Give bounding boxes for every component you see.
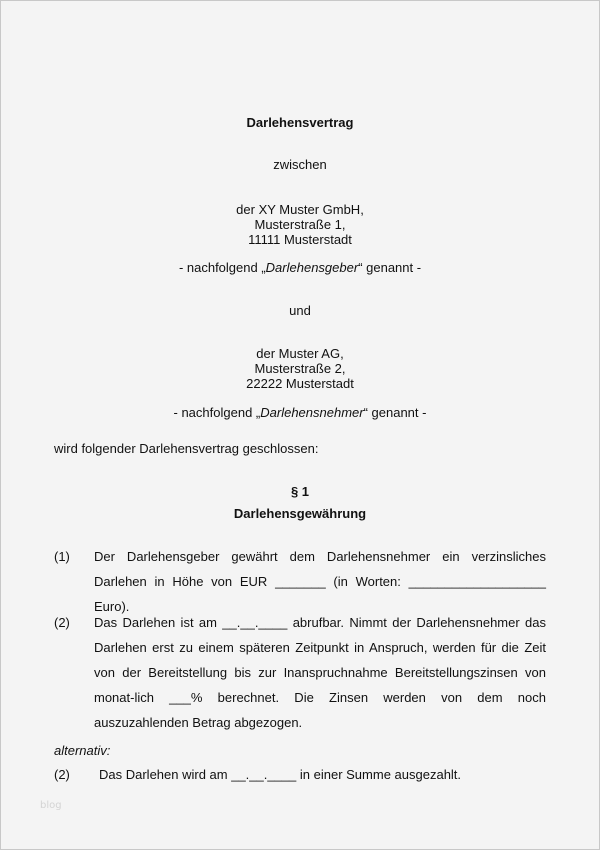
- alternative-number: (2): [54, 767, 70, 782]
- borrower-role-name: Darlehensnehmer: [260, 405, 364, 420]
- document-title: Darlehensvertrag: [246, 115, 354, 130]
- lender-role-prefix: - nachfolgend „: [178, 260, 266, 275]
- paragraph-1-number: (1): [54, 549, 70, 564]
- between-label: zwischen: [273, 157, 327, 172]
- alternative-label: alternativ:: [54, 743, 111, 758]
- alternative-text: Das Darlehen wird am __.__.____ in einer Summe ausgezahlt.: [99, 767, 462, 782]
- lender-name: der XY Muster GmbH,: [236, 202, 364, 217]
- section-number: § 1: [290, 484, 310, 499]
- borrower-city: 22222 Musterstadt: [246, 376, 354, 391]
- and-label: und: [289, 303, 311, 318]
- borrower-role-suffix: “ genannt -: [363, 405, 427, 420]
- lender-city: 11111 Musterstadt: [248, 232, 352, 247]
- borrower-role-prefix: - nachfolgend „: [173, 405, 261, 420]
- watermark: blog: [40, 800, 62, 811]
- section-heading: Darlehensgewährung: [233, 506, 367, 521]
- lender-role: [1, 260, 599, 276]
- borrower-role: [1, 405, 599, 421]
- lender-role-suffix: “ genannt -: [358, 260, 422, 275]
- lender-street: Musterstraße 1,: [254, 217, 346, 232]
- paragraph-1-text: Der Darlehensgeber gewährt dem Darlehensnehmer ein verzinsliches Darlehen in Höhe von EUR _______ (in Worten: ___________________ Euro).: [94, 549, 546, 614]
- borrower-name: der Muster AG,: [256, 346, 344, 361]
- intro-text: wird folgender Darlehensvertrag geschlossen:: [54, 441, 319, 456]
- paragraph-2-number: (2): [54, 615, 70, 630]
- paragraph-2-text: Das Darlehen ist am __.__.____ abrufbar. Nimmt der Darlehensnehmer das Darlehen erst zu einem späteren Zeitpunkt in Anspruch, werden für die Zeit von der Bereitstellung bis zur Inanspruchnahme Bereitstellungszinsen von monat-lich ___% berechnet. Die Zinsen werden von dem noch auszuzahlenden Betrag abgezogen.: [94, 615, 546, 730]
- lender-role-name: Darlehensgeber: [265, 260, 359, 275]
- borrower-street: Musterstraße 2,: [254, 361, 346, 376]
